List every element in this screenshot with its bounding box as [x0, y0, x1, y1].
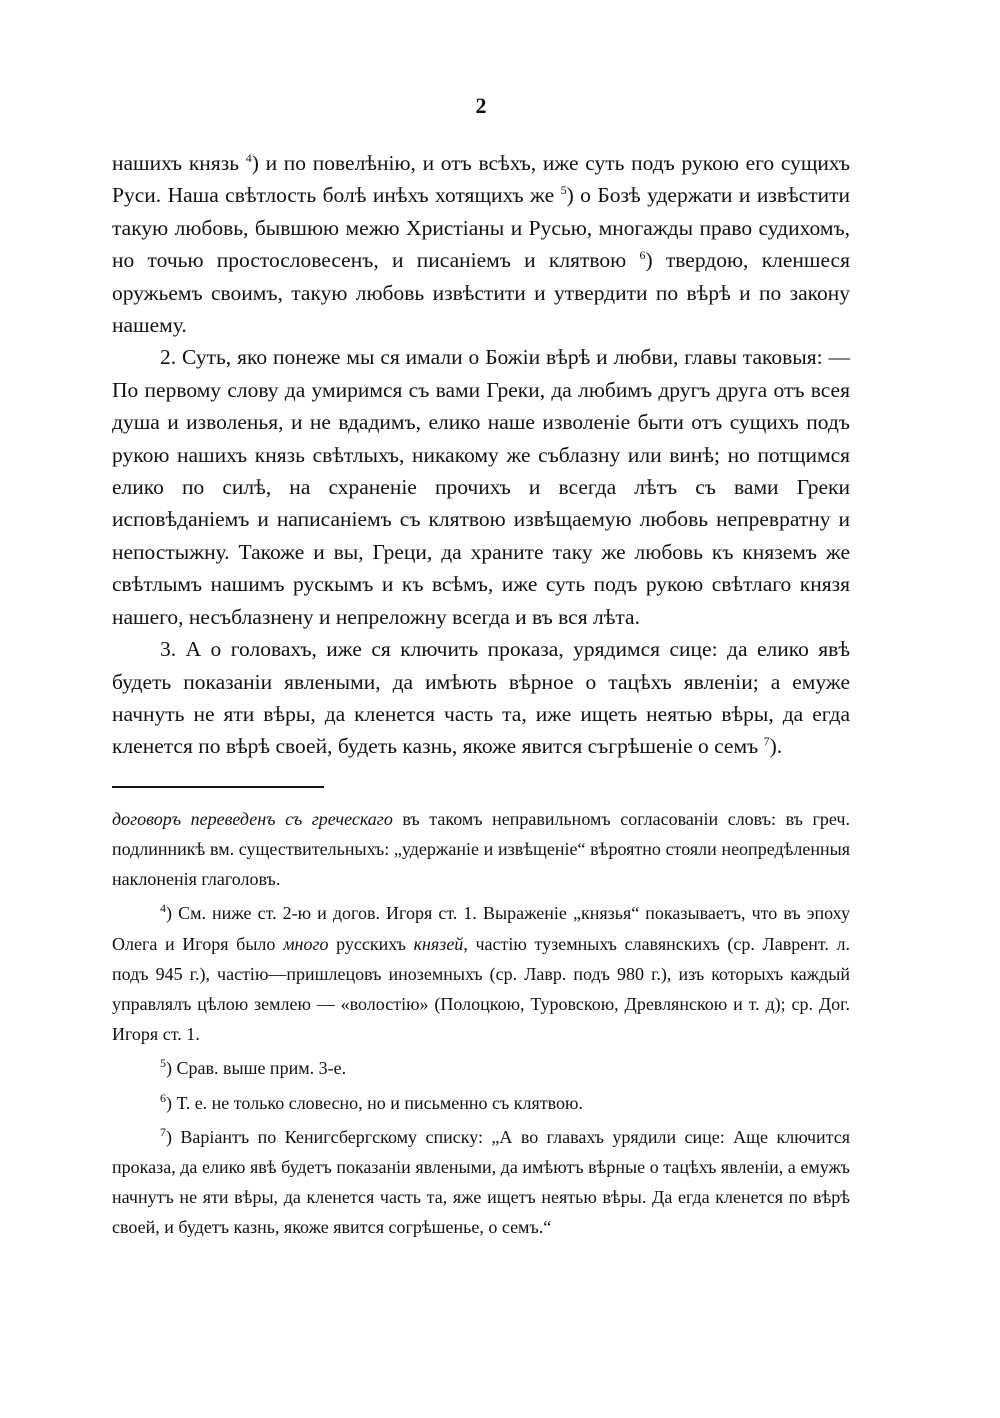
footnote-5: $^5$) Срав. выше прим. 3-е.	[160, 1056, 347, 1079]
footnote-4: $^4$) См. ниже ст. 2-ю и догов. Игоря ст. 1. Выраженіе „князья“ показываетъ, что въ эпоху Олега и Игоря было много русскихъ князей, частію туземныхъ славянскихъ (ср. Лаврент. л. подъ 945 г.), частію—пришлецовъ иноземныхъ (ср. Лавр. подъ 980 г.), изъ которыхъ каждый управлялъ цѣлою землею — «волостію» (Полоцкою, Туровскою, Древлянскою и т. д); ср. Дог. Игоря ст. 1.	[112, 901, 850, 1045]
footnote-ref-6[interactable]: 6	[639, 248, 646, 263]
footnote-ref-4[interactable]: 4	[245, 150, 252, 165]
footnote-divider	[112, 786, 324, 788]
document-page	[112, 95, 850, 1243]
paragraph-1: нашихъ князь $^4$) и по повелѣнію, и отъ всѣхъ, иже суть подъ рукою его сущихъ Руси. Наша свѣтлость болѣ инѣхъ хотящихъ же $^5$) о Бозѣ удержати и извѣстити такую любовь, бывшюю межю Христіаны и Русью, многажды право судихомъ, но точью простословесенъ, и писаніемъ и клятвою $^6$) твердою, кленшеся оружьемъ своимъ, такую любовь извѣстити и утвердити по вѣрѣ и по закону нашему.	[112, 150, 851, 338]
footnote-7: $^7$) Варіантъ по Кенигсбергскому списку: „А во главахъ урядили сице: Аще ключится проказа, да елико явѣ будетъ показаніи явлеными, да имѣютъ вѣрные о тацѣхъ явленіи, а емужъ начнутъ не яти вѣры, да кленется часть та, яже ищетъ неятью вѣры. Да егда кленется по вѣрѣ своей, и будетъ казнь, якоже явится согрѣшенье, о семъ.“	[112, 1124, 850, 1238]
footnote-ref-5[interactable]: 5	[560, 183, 567, 198]
main-text	[112, 147, 850, 763]
footnote-mark-5: 5	[160, 1056, 166, 1071]
footnote-continuation: договоръ переведенъ съ греческаго въ такомъ неправильномъ согласованіи словъ: въ греч. подлинникѣ вм. существительныхъ: „удержаніе и извѣщеніе“ вѣроятно стояли неопредѣленныя наклоненія глаголовъ.	[112, 808, 850, 890]
footnote-6: $^6$) Т. е. не только словесно, но и письменно съ клятвою.	[160, 1090, 584, 1113]
paragraph-2: 2. Суть, яко понеже мы ся имали о Божіи вѣрѣ и любви, главы таковыя: — По первому слову да умиримся съ вами Греки, да любимъ другъ друга отъ всея душа и изволенья, и не вдадимъ, елико наше изволеніе быти отъ сущихъ подъ рукою нашихъ князь свѣтлыхъ, никакому же съблазну или винѣ; но потщимся елико по силѣ, на схраненіе прочихъ и всегда лѣтъ съ вами Греки исповѣданіемъ и написаніемъ съ клятвою извѣщаемую любовь непревратну и непостыжну. Такоже и вы, Греци, да храните таку же любовь къ княземъ же свѣтлымъ нашимъ рускымъ и къ всѣмъ, иже суть подъ рукою свѣтлаго князя нашего, несъблазнену и непреложну всегда и въ вся лѣта.	[112, 345, 850, 629]
paragraph-3: 3. А о головахъ, иже ся ключить проказа, урядимся сице: да елико явѣ будеть показаніи явлеными, да имѣють вѣрное о тацѣхъ явленіи; а емуже начнуть не яти вѣры, да кленется часть та, иже ищеть неятью вѣры, да егда кленется по вѣрѣ своей, будеть казнь, якоже явится съгрѣшеніе о семъ $^7$).	[112, 637, 850, 759]
footnote-ref-7[interactable]: 7	[763, 734, 770, 749]
footnote-mark-6: 6	[160, 1090, 166, 1105]
page-number: 2	[475, 93, 487, 118]
footnote-mark-4: 4	[160, 901, 166, 916]
footnote-mark-7: 7	[160, 1124, 166, 1139]
footnotes	[112, 804, 850, 1243]
